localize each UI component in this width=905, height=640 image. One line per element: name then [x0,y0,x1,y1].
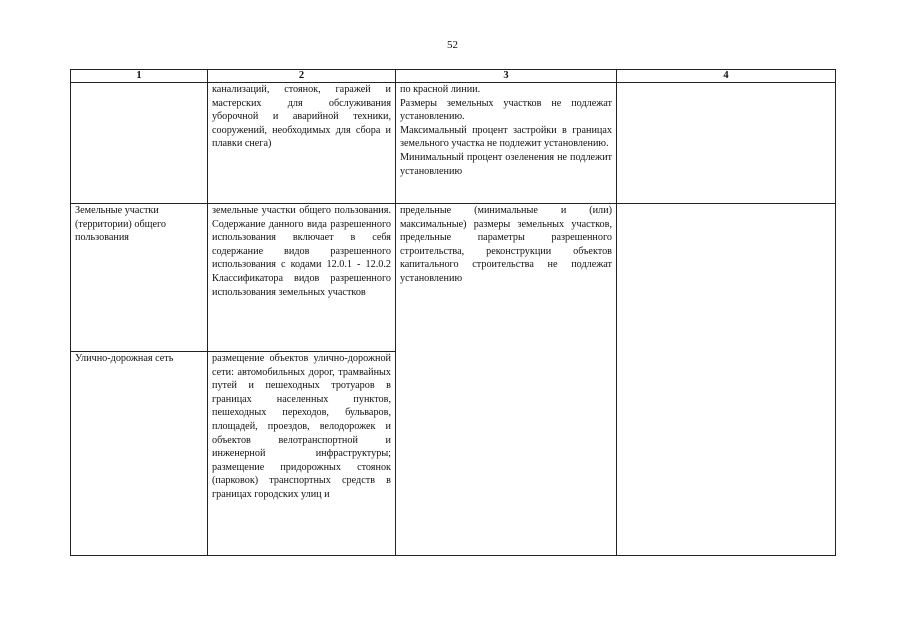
table-cell-parameters [396,83,617,204]
table-row [71,83,836,204]
parameter-line: по красной линии. [400,84,481,95]
table-cell-notes [617,204,836,556]
table-cell-notes [617,83,836,204]
column-header: 2 [208,70,396,83]
column-header: 1 [71,70,208,83]
table-cell-parameters: предельные (минимальные и (или) максимальные) размеры земельных участков, предельные параметры разрешенного строительства, реконструкции объектов капитального строительства не подлежат установлению [396,204,617,556]
parameter-line: Максимальный процент застройки в границах земельного участка не подлежит установлению. [400,124,612,150]
column-header: 3 [396,70,617,83]
table-cell-use-description: размещение объектов улично-дорожной сети: автомобильных дорог, трамвайных путей и пешеходных тротуаров в границах населенных пунктов, пешеходных переходов, бульваров, площадей, проездов, велодорожек и объектов велотранспортной и инженерной инфраструктуры; размещение придорожных стоянок (парковок) транспортных средств в границах городских улиц и [208,352,396,556]
table-cell-use-name: Земельные участки (территории) общего пользования [71,204,208,352]
table-cell-use-description: земельные участки общего пользования. Содержание данного вида разрешенного использования включает в себя содержание видов разрешенного использования с кодами 12.0.1 - 12.0.2 Классификатора видов разрешенного использования земельных участков [208,204,396,352]
table-header-row [71,70,836,83]
table-row [71,204,836,352]
table-cell-use-description: канализаций, стоянок, гаражей и мастерских для обслуживания уборочной и аварийной техники, сооружений, необходимых для сбора и плавки снега) [208,83,396,204]
parameter-line: Размеры земельных участков не подлежат установлению. [400,97,612,123]
table-cell-use-name [71,83,208,204]
zoning-table [70,69,836,556]
page-number: 52 [447,39,458,51]
parameter-line: Минимальный процент озеленения не подлежит установлению [400,151,612,177]
table-cell-use-name: Улично-дорожная сеть [71,352,208,556]
column-header: 4 [617,70,836,83]
